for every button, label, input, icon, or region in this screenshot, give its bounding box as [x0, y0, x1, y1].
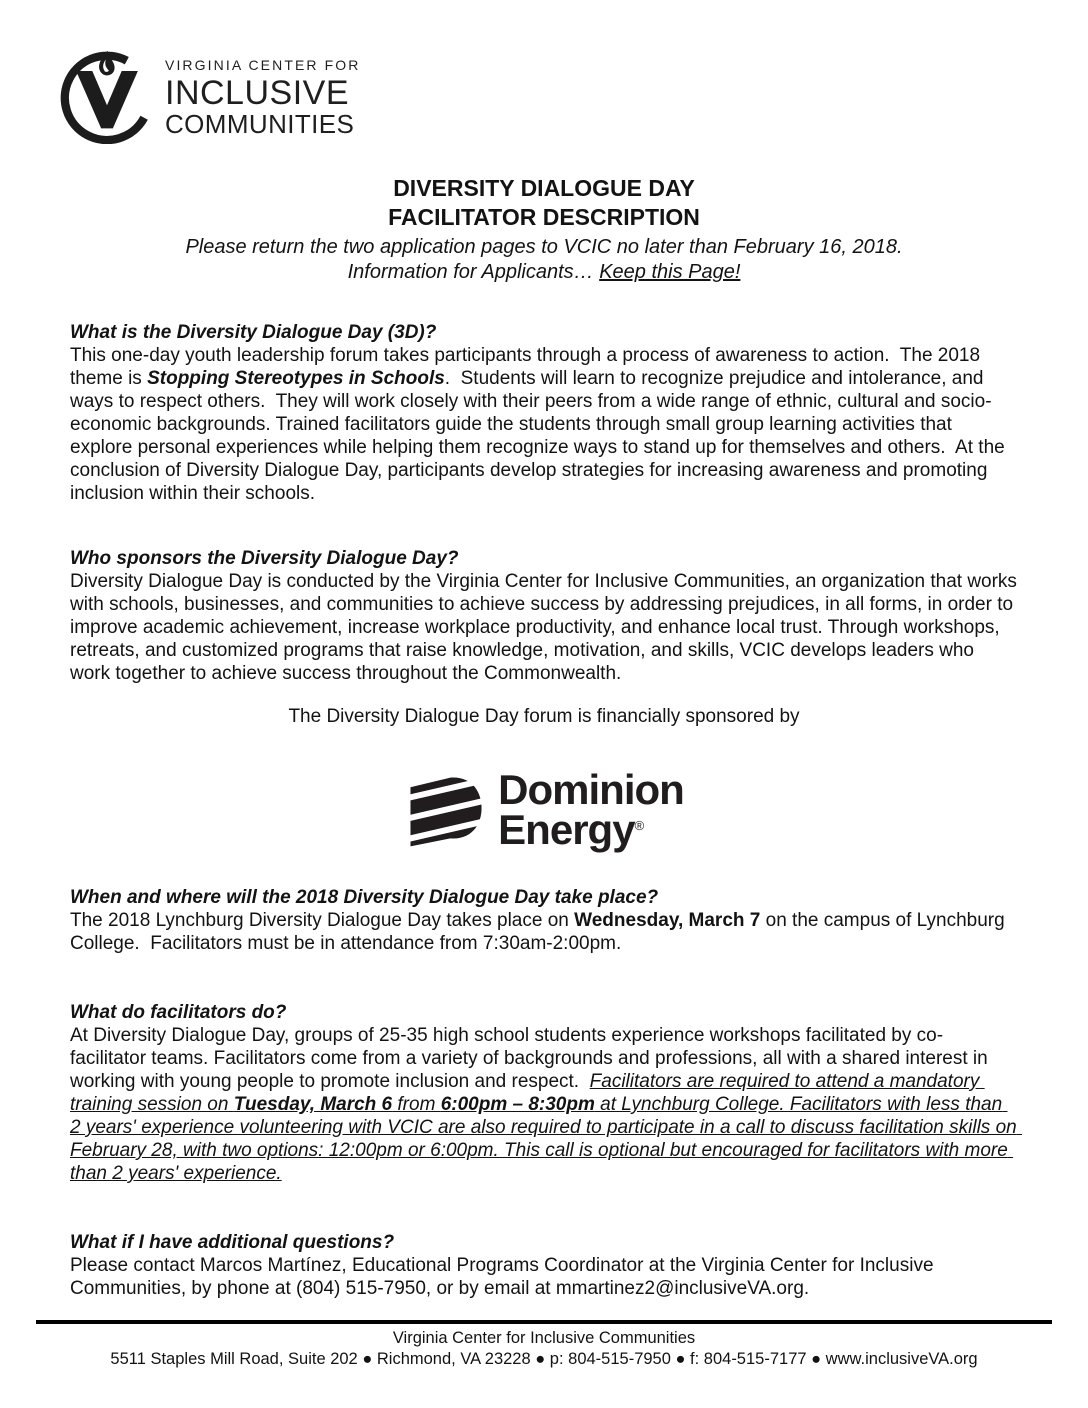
section-when-where [70, 886, 1018, 955]
logo-line-2: INCLUSIVE [165, 74, 349, 113]
section-what-is-3d [70, 321, 1018, 505]
section-body: Please contact Marcos Martínez, Educational Programs Coordinator at the Virginia Center for Inclusive Communities, by phone at (804) 515-7950, or by email at mmartinez2@inclusiveVA.org. [70, 1255, 939, 1299]
logo-line-3: COMMUNITIES [165, 109, 355, 140]
footer-address-line: 5511 Staples Mill Road, Suite 202 ● Richmond, VA 23228 ● p: 804-515-7950 ● f: 804-515-7177 ● www.inclusiveVA.org [110, 1350, 978, 1368]
dominion-word-line1: Dominion [498, 766, 684, 814]
section-who-sponsors [70, 547, 1023, 685]
section-heading: What if I have additional questions? [70, 1232, 395, 1253]
section-body: The 2018 Lynchburg Diversity Dialogue Day takes place on Wednesday, March 7 on the campus of Lynchburg College. Facilitators must be in attendance from 7:30am-2:00pm. [70, 910, 1010, 954]
keep-this-page-note [0, 260, 1088, 285]
title-block [0, 174, 1088, 285]
registered-trademark-symbol: ® [634, 818, 645, 833]
dominion-d-icon [404, 761, 484, 860]
section-what-do-facilitators-do [70, 1001, 1022, 1185]
section-heading: When and where will the 2018 Diversity Dialogue Day take place? [70, 887, 659, 908]
dominion-energy-logo [70, 746, 1018, 874]
section-heading: Who sponsors the Diversity Dialogue Day? [70, 548, 459, 569]
dominion-wordmark [498, 766, 684, 853]
return-deadline-note: Please return the two application pages to VCIC no later than February 16, 2018. [185, 236, 903, 258]
sponsor-intro-line: The Diversity Dialogue Day forum is financially sponsored by [288, 706, 800, 727]
vcic-flame-v-icon [58, 46, 156, 144]
section-heading: What is the Diversity Dialogue Day (3D)? [70, 322, 437, 343]
footer-org-name: Virginia Center for Inclusive Communities [392, 1329, 696, 1347]
section-body: At Diversity Dialogue Day, groups of 25-35 high school students experience workshops facilitated by co-facilitator teams. Facilitators come from a variety of backgrounds and professions, all with a shared interest in working with young people to promote inclusion and respect. Facilitators are required to attend a mandatory training session on Tuesday, March 6 from 6:00pm – 8:30pm at Lynchburg College. Facilitators with less than 2 years' experience volunteering with VCIC are also required to participate in a call to discuss facilitation skills on February 28, with two options: 12:00pm or 6:00pm. This call is optional but encouraged for facilitators with more than 2 years' experience. [70, 1025, 1022, 1184]
info-prefix: Information for Applicants… [347, 261, 600, 283]
vcic-logo-wordmark [165, 46, 361, 140]
info-underlined: Keep this Page! [599, 261, 741, 283]
page-footer [36, 1320, 1052, 1370]
section-body: This one-day youth leadership forum takes participants through a process of awareness to action. The 2018 theme is Stopping Stereotypes in Schools. Students will learn to recognize prejudice and intolerance, and ways to respect others. They will work closely with their peers from a wide range of ethnic, cultural and socio-economic backgrounds. Trained facilitators guide the students through small group learning activities that explore personal experiences while helping them recognize ways to stand up for themselves and others. At the conclusion of Diversity Dialogue Day, participants develop strategies for increasing awareness and promoting inclusion within their schools. [70, 345, 1010, 504]
section-body: Diversity Dialogue Day is conducted by the Virginia Center for Inclusive Communities, an organization that works with schools, businesses, and communities to achieve success by addressing prejudices, in all forms, in order to improve academic achievement, increase workplace productivity, and enhance local trust. Through workshops, retreats, and customized programs that raise knowledge, motivation, and skills, VCIC develops leaders who work together to achieve success throughout the Commonwealth. [70, 571, 1023, 684]
section-heading: What do facilitators do? [70, 1002, 287, 1023]
document-body [0, 321, 1088, 1300]
doc-title-line1: DIVERSITY DIALOGUE DAY [393, 175, 695, 201]
logo-line-1: VIRGINIA CENTER FOR [165, 57, 361, 73]
dominion-word-line2: Energy® [498, 806, 645, 853]
vcic-logo [58, 46, 1088, 144]
section-additional-questions [70, 1231, 1018, 1300]
doc-title-line2: FACILITATOR DESCRIPTION [388, 204, 700, 230]
